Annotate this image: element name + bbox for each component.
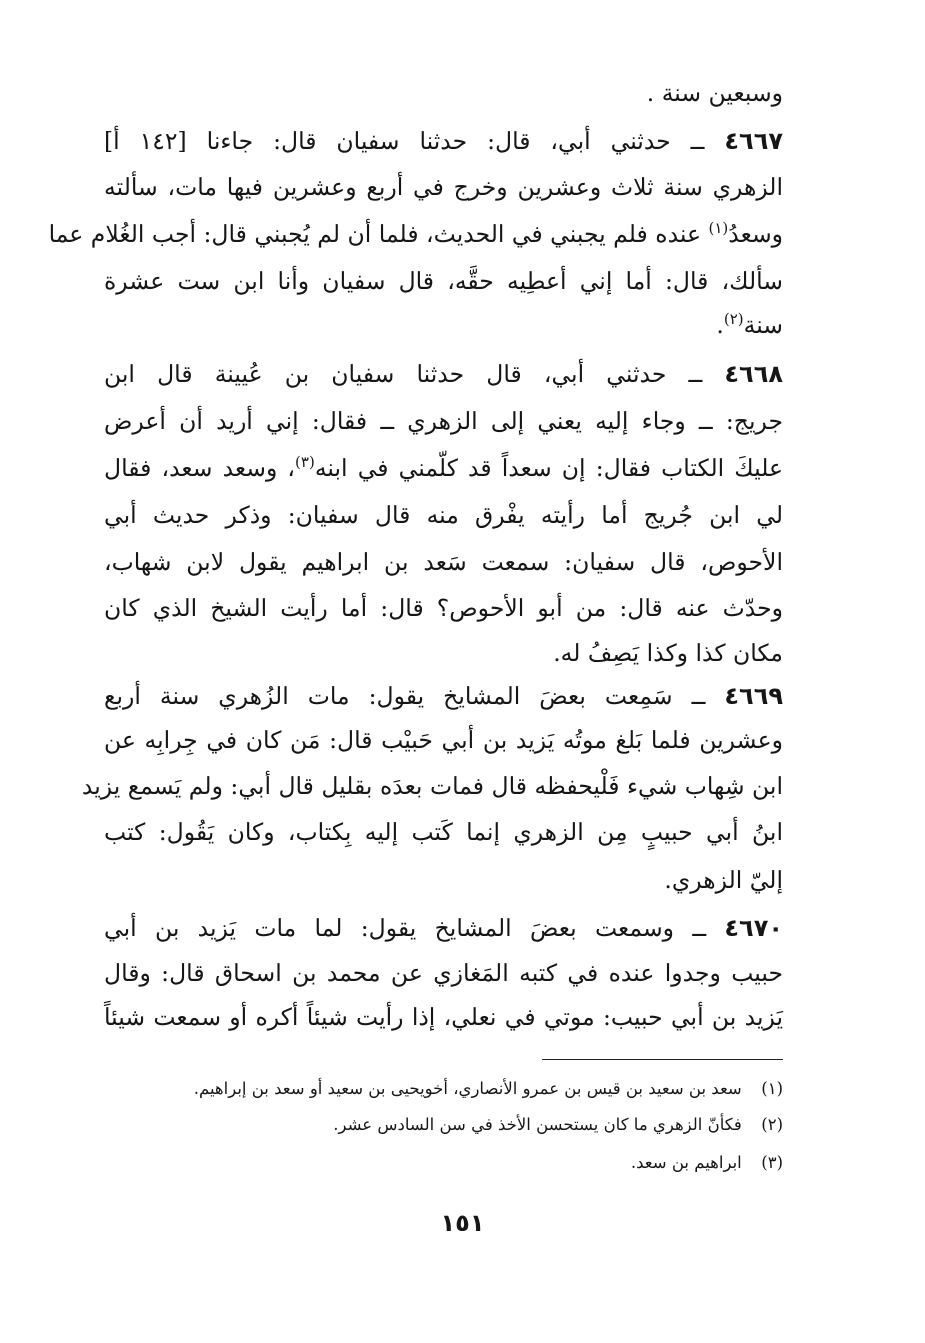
narration-number: ٤٦٧٠ xyxy=(724,914,783,942)
text-line: ابنُ أبي حبيبٍ مِن الزهري إنما كَتب إليه بِكتاب، وكان يَقُول: كتب xyxy=(104,818,783,846)
text-line: وسبعين سنة . xyxy=(646,79,783,107)
footnote-text: فكأنّ الزهري ما كان يستحسن الأخذ في سن السادس عشر. xyxy=(333,1115,742,1134)
text-line: ٤٦٧٠ ــ وسمعت بعضَ المشايخ يقول: لما مات يَزيد بن أبي xyxy=(104,914,783,942)
text-line: ابن شِهاب شيء فَلْيحفظه قال فمات بعدَه بقليل قال أبي: ولم يَسمع يزيد xyxy=(81,772,783,800)
narration-number: ٤٦٦٩ xyxy=(724,682,783,710)
text-line: جريج: ــ وجاء إليه يعني إلى الزهري ــ فقال: إني أريد أن أعرض xyxy=(104,407,783,435)
text-line: وسعدُ$^{(١)}$ عنده فلم يجبني في الحديث، فلما أن لم يُجبني قال: أجب الغُلام عما xyxy=(48,219,783,248)
text-line: حبيب وجدوا عنده في كتبه المَغازي عن محمد بن اسحاق قال: وقال xyxy=(104,959,783,987)
narration-number: ٤٦٦٧ xyxy=(724,127,783,155)
footnote-ref: (١) xyxy=(708,219,729,238)
text-line: وحدّث عنه قال: من أبو الأحوص؟ قال: أما رأيت الشيخ الذي كان xyxy=(104,594,783,622)
footnote-text: ابراهيم بن سعد. xyxy=(630,1153,742,1172)
text-line: سنة$^{(٢)}$. xyxy=(716,310,783,339)
text-line: سألك، قال: أما إني أعطِيه حقَّه، قال سفيان وأنا ابن ست عشرة xyxy=(104,267,783,295)
text-line: إليّ الزهري. xyxy=(664,866,783,894)
footnote-text: سعد بن سعيد بن قيس بن عمرو الأنصاري، أخويحيى بن سعيد أو سعد بن إبراهيم. xyxy=(193,1079,742,1098)
footnote-mark: (٢) xyxy=(761,1115,783,1134)
page-number: ١٥١ xyxy=(440,1209,485,1237)
narration-number: ٤٦٦٨ xyxy=(724,360,783,388)
footnote xyxy=(140,1075,783,1103)
text-line: مكان كذا وكذا يَصِفُ له. xyxy=(553,639,783,667)
text-line: لي ابن جُريج أما رأيته يفْرق منه قال سفيان: وذكر حديث أبي xyxy=(104,501,783,529)
text-line: عليكَ الكتاب فقال: إن سعداً قد كلّمني في ابنه$^{(٣)}$، وسعد سعد، فقال xyxy=(104,453,783,482)
footnote xyxy=(140,1149,783,1177)
footnote-mark: (١) xyxy=(761,1079,783,1098)
text-line: الزهري سنة ثلاث وعشرين وخرج في أربع وعشرين فيها مات، سألته xyxy=(104,173,783,201)
text-line: الأحوص، قال سفيان: سمعت سَعد بن ابراهيم يقول لابن شهاب، xyxy=(104,548,783,576)
text-line: وعشرين فلما بَلغ موتُه يَزيد بن أبي حَبيْب قال: مَن كان في جِرابِه عن xyxy=(104,726,783,754)
footnote-divider xyxy=(542,1059,783,1060)
footnote-mark: (٣) xyxy=(761,1153,783,1172)
text-line: ٤٦٦٨ ــ حدثني أبي، قال حدثنا سفيان بن عُيينة قال ابن xyxy=(104,360,783,388)
footnote-ref: (٣) xyxy=(295,453,315,472)
text-line: ٤٦٦٩ ــ سَمِعت بعضَ المشايخ يقول: مات الزُهري سنة أربع xyxy=(104,682,783,710)
text-line: ٤٦٦٧ ــ حدثني أبي، قال: حدثنا سفيان قال: جاءنا [١٤٢ أ] xyxy=(104,127,783,155)
text-line: يَزيد بن أبي حبيب: موتي في نعلي، إذا رأيت شيئاً أكره أو سمعت شيئاً xyxy=(104,1003,783,1031)
footnote-ref: (٢) xyxy=(723,310,744,329)
footnote xyxy=(140,1111,783,1139)
